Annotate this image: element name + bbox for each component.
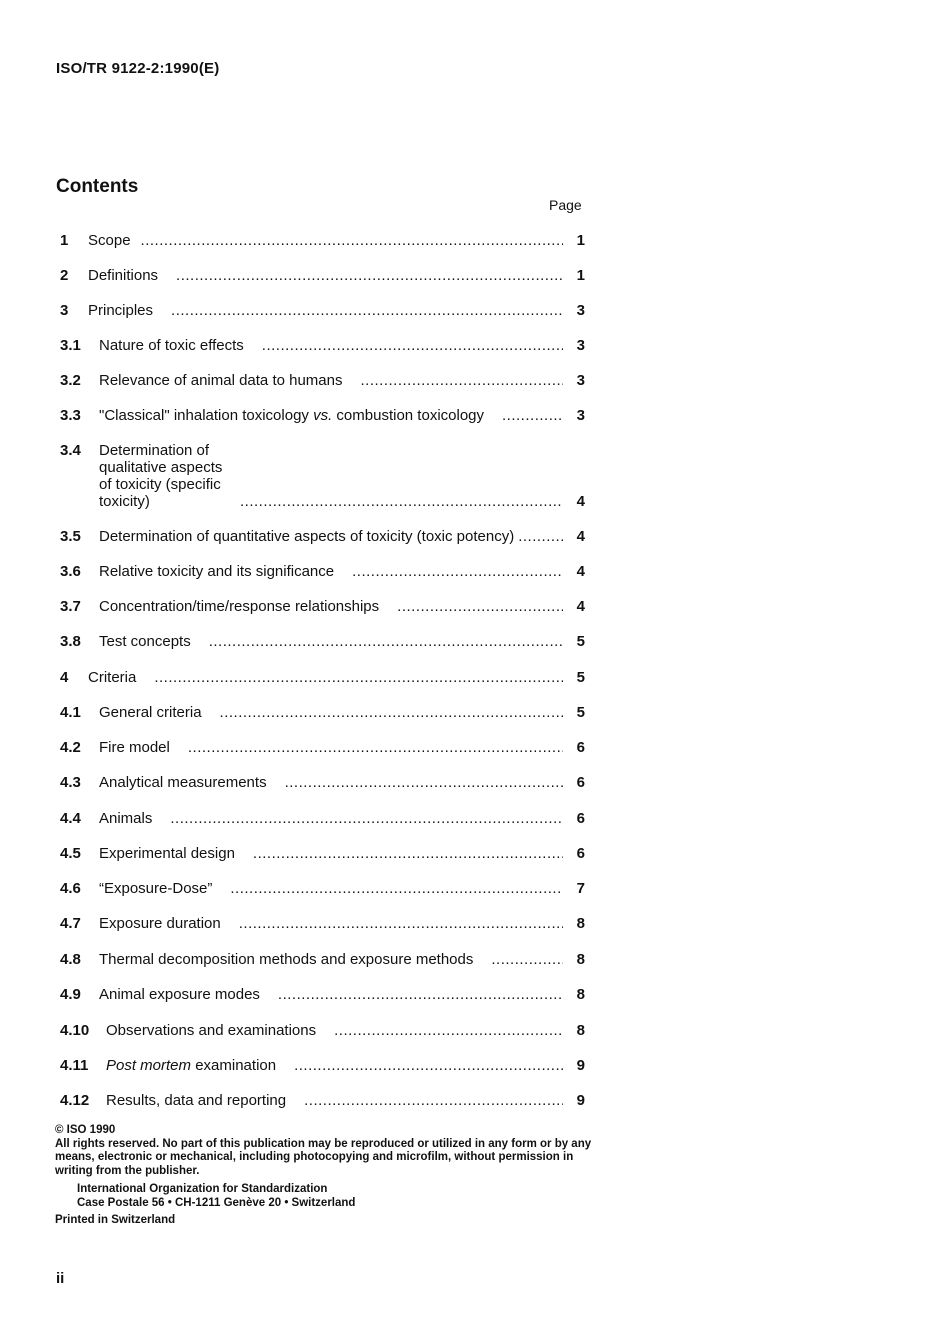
toc-entry-number: 3.6: [60, 563, 81, 580]
toc-entry[interactable]: [60, 1022, 585, 1039]
toc-entry-number: 4.11: [60, 1057, 89, 1074]
dot-leader: [278, 986, 563, 1003]
toc-entry-title: [99, 442, 240, 510]
toc-entry-title: Relevance of animal data to humans: [99, 372, 343, 389]
toc-entry[interactable]: [60, 528, 585, 545]
dot-leader: [171, 302, 563, 319]
toc-entry[interactable]: [60, 302, 585, 319]
toc-entry-number: 4.5: [60, 845, 81, 862]
toc-entry[interactable]: [60, 633, 585, 650]
dot-leader: [502, 407, 563, 424]
publisher-name: International Organization for Standardization: [77, 1183, 328, 1195]
toc-entry-page: 9: [576, 1092, 585, 1109]
toc-entry[interactable]: [60, 337, 585, 354]
rights-statement: All rights reserved. No part of this publication may be reproduced or utilized in any form or by any means, electronic or mechanical, including photocopying and microfilm, without permission in writing from the publisher.: [55, 1137, 592, 1177]
toc-entry-title: Scope: [88, 232, 131, 249]
toc-entry[interactable]: [60, 1057, 585, 1074]
toc-entry-title: Principles: [88, 302, 154, 319]
toc-entry[interactable]: [60, 442, 585, 510]
toc-entry[interactable]: [60, 669, 585, 686]
toc-entry-title: Concentration/time/response relationships: [99, 598, 380, 615]
toc-entry-title: “Exposure-Dose”: [99, 880, 213, 897]
toc-entry-title: Test concepts: [99, 633, 191, 650]
dot-leader: [253, 845, 563, 862]
toc-entry-number: 3.7: [60, 598, 81, 615]
publisher-postal-address: Case Postale 56 • CH-1211 Genève 20 • Switzerland: [77, 1196, 356, 1209]
dot-leader: [352, 563, 563, 580]
toc-entry-title: Observations and examinations: [106, 1022, 317, 1039]
toc-entry-page: 8: [576, 1022, 585, 1039]
page-column-label: Page: [549, 197, 582, 213]
toc-entry-number: 4.4: [60, 810, 81, 827]
toc-entry-title: Nature of toxic effects: [99, 337, 244, 354]
toc-entry[interactable]: [60, 845, 585, 862]
toc-entry-title: "Classical" inhalation toxicology vs. combustion toxicology: [99, 407, 485, 424]
toc-entry-page: 8: [576, 951, 585, 968]
toc-entry-number: 4.12: [60, 1092, 90, 1109]
toc-entry[interactable]: [60, 986, 585, 1003]
toc-entry-page: 7: [576, 880, 585, 897]
toc-entry-title: Relative toxicity and its significance: [99, 563, 335, 580]
toc-entry-page: 6: [576, 739, 585, 756]
publisher-address: [55, 1183, 595, 1210]
toc-entry-title: Criteria: [88, 669, 137, 686]
toc-entry-title: Exposure duration: [99, 915, 221, 932]
toc-entry[interactable]: [60, 739, 585, 756]
document-id: ISO/TR 9122-2:1990(E): [56, 60, 220, 77]
toc-entry-page: 8: [576, 915, 585, 932]
toc-entry-title: Analytical measurements: [99, 774, 267, 791]
toc-entry-page: 3: [576, 302, 585, 319]
toc-entry-title: Thermal decomposition methods and exposure methods: [99, 951, 474, 968]
dot-leader: [209, 633, 563, 650]
dot-leader: [220, 704, 563, 721]
copyright-line: © ISO 1990: [55, 1124, 116, 1136]
toc-entry-page: 5: [576, 669, 585, 686]
dot-leader: [239, 915, 563, 932]
toc-entry-title: Determination of quantitative aspects of toxicity (toxic potency): [99, 528, 515, 545]
toc-entry-number: 3.4: [60, 442, 81, 459]
dot-leader: [141, 232, 563, 249]
toc-entry-title: Experimental design: [99, 845, 235, 862]
toc-entry-number: 3.1: [60, 337, 81, 354]
toc-entry-number: 4.9: [60, 986, 81, 1003]
toc-entry-page: 6: [576, 810, 585, 827]
toc-entry-number: 1: [60, 232, 69, 249]
dot-leader: [285, 774, 563, 791]
toc-entry[interactable]: [60, 598, 585, 615]
dot-leader: [360, 372, 563, 389]
toc-entry-number: 4: [60, 669, 69, 686]
toc-entry-page: 5: [576, 704, 585, 721]
dot-leader: [397, 598, 563, 615]
page-number: ii: [56, 1270, 65, 1287]
toc-entry[interactable]: [60, 704, 585, 721]
toc-entry-number: 4.1: [60, 704, 81, 721]
toc-entry-page: 4: [576, 598, 585, 615]
toc-entry-page: 1: [576, 267, 585, 284]
toc-entry-page: 4: [576, 493, 585, 510]
toc-entry-number: 4.3: [60, 774, 81, 791]
toc-entry-number: 3: [60, 302, 69, 319]
dot-leader: [304, 1092, 563, 1109]
dot-leader: [240, 493, 563, 510]
toc-entry[interactable]: [60, 372, 585, 389]
toc-entry[interactable]: [60, 563, 585, 580]
toc-entry-number: 3.3: [60, 407, 81, 424]
toc-entry[interactable]: [60, 951, 585, 968]
copyright-notice: [55, 1124, 595, 1228]
toc-entry[interactable]: [60, 880, 585, 897]
table-of-contents: [60, 226, 585, 1109]
toc-entry-title-line2: toxicity): [99, 493, 150, 510]
toc-entry-page: 4: [576, 528, 585, 545]
toc-entry-number: 3.8: [60, 633, 81, 650]
toc-entry[interactable]: [60, 915, 585, 932]
dot-leader: [188, 739, 563, 756]
printed-in: Printed in Switzerland: [55, 1214, 176, 1226]
toc-entry-page: 9: [576, 1057, 585, 1074]
dot-leader: [170, 810, 563, 827]
toc-entry-number: 3.2: [60, 372, 81, 389]
dot-leader: [154, 669, 563, 686]
toc-entry-page: 6: [576, 774, 585, 791]
toc-entry-number: 4.6: [60, 880, 81, 897]
toc-entry[interactable]: [60, 407, 585, 424]
toc-entry[interactable]: [60, 232, 585, 249]
dot-leader: [176, 267, 563, 284]
toc-entry-title: Definitions: [88, 267, 159, 284]
dot-leader: [518, 528, 563, 545]
toc-entry-page: 5: [576, 633, 585, 650]
dot-leader: [262, 337, 563, 354]
toc-entry-title: Fire model: [99, 739, 170, 756]
dot-leader: [334, 1022, 563, 1039]
toc-entry-page: 3: [576, 407, 585, 424]
toc-entry-number: 3.5: [60, 528, 81, 545]
toc-entry-number: 4.10: [60, 1022, 90, 1039]
toc-entry-title: Post mortem examination: [106, 1057, 277, 1074]
dot-leader: [230, 880, 563, 897]
toc-entry[interactable]: [60, 774, 585, 791]
toc-entry-page: 3: [576, 337, 585, 354]
toc-entry-title: General criteria: [99, 704, 202, 721]
toc-entry-title: Animal exposure modes: [99, 986, 260, 1003]
toc-entry-number: 4.2: [60, 739, 81, 756]
toc-entry-page: 8: [576, 986, 585, 1003]
toc-entry-title: Results, data and reporting: [106, 1092, 287, 1109]
toc-entry[interactable]: [60, 267, 585, 284]
toc-entry[interactable]: [60, 810, 585, 827]
dot-leader: [294, 1057, 563, 1074]
contents-heading: Contents: [56, 176, 139, 197]
toc-entry-title: Animals: [99, 810, 153, 827]
toc-entry-page: 1: [576, 232, 585, 249]
toc-entry-page: 6: [576, 845, 585, 862]
toc-entry-number: 4.8: [60, 951, 81, 968]
toc-entry-page: 4: [576, 563, 585, 580]
toc-entry-number: 4.7: [60, 915, 81, 932]
toc-entry-title-line1: Determination of qualitative aspects of toxicity (specific: [99, 442, 223, 493]
toc-entry-page: 3: [576, 372, 585, 389]
toc-entry-number: 2: [60, 267, 69, 284]
toc-entry[interactable]: [60, 1092, 585, 1109]
dot-leader: [491, 951, 563, 968]
